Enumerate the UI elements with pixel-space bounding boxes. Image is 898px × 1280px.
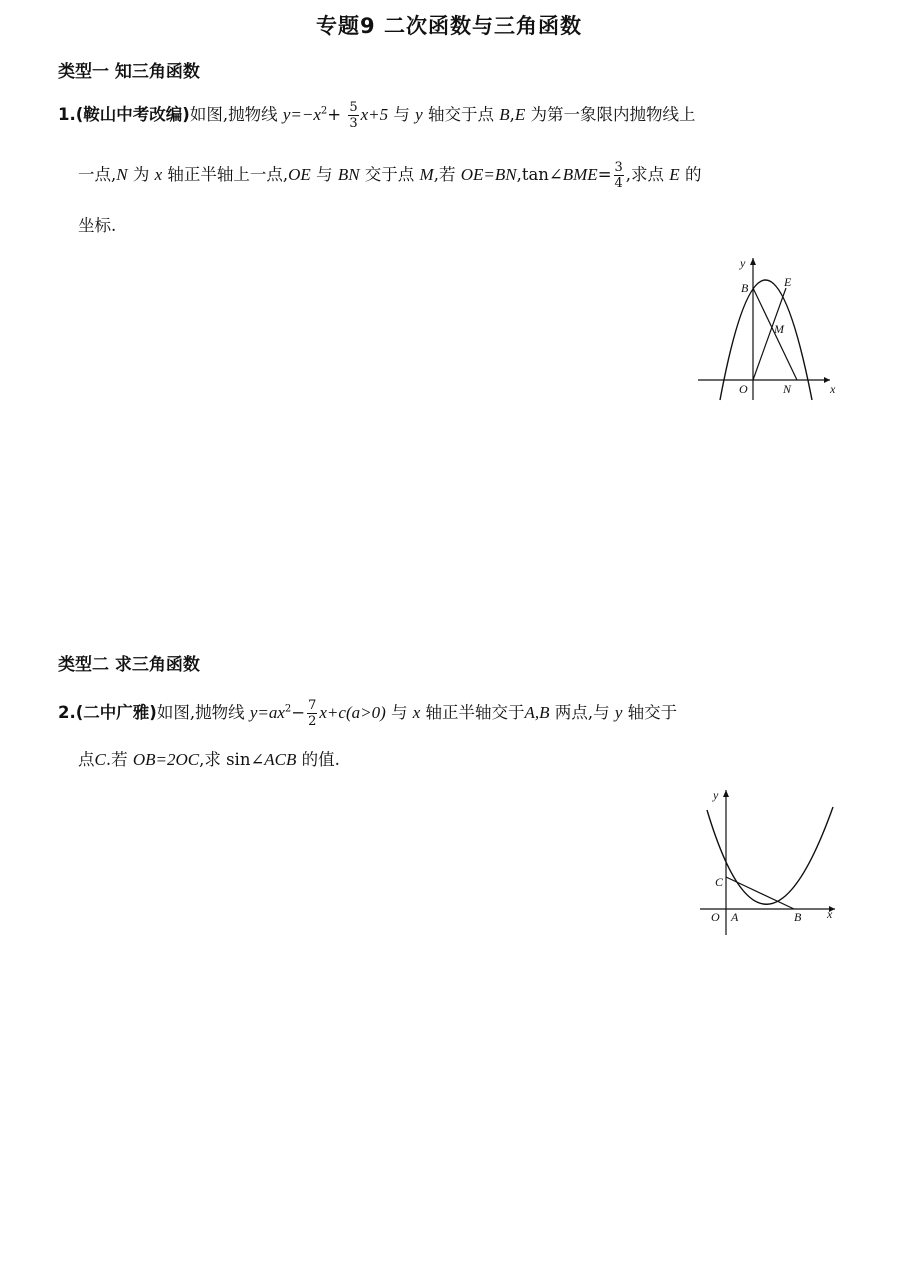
- label-a: A: [731, 910, 739, 924]
- section-heading-2: 类型二 求三角函数: [58, 655, 200, 675]
- label-o: O: [739, 382, 748, 396]
- problem-text: 如图,抛物线: [189, 105, 278, 124]
- figure-1: [690, 250, 840, 410]
- problem-1-line-3: 坐标.: [78, 216, 117, 235]
- equation: x+5: [360, 105, 389, 124]
- label-y: y: [713, 788, 719, 802]
- problem-2-line-2: 点C.若 OB=2OC,求 sin∠ACB 的值.: [78, 750, 340, 769]
- problem-2-line-1: 2.(二中广雅)如图,抛物线 $y=ax^2-$ $\frac{7}{2}$ x+c(a>0) 与 x 轴正半轴交于A,B 两点,与 y 轴交于: [58, 698, 678, 729]
- y-axis-arrow-icon: [723, 790, 729, 797]
- problem-1-line-2: 一点,N 为 x 轴正半轴上一点,OE 与 BN 交于点 M,若 OE=BN,tan∠BME= $\frac{3}{4}$ ,求点 E 的: [78, 160, 702, 191]
- label-b: B: [794, 910, 802, 924]
- label-x: x: [830, 382, 836, 396]
- label-e: E: [784, 275, 792, 289]
- figure-2: [695, 785, 845, 945]
- label-m: M: [774, 322, 784, 336]
- problem-1-line-1: 1.(鞍山中考改编)如图,抛物线 $y=-x^2+$ $\frac{5}{3}$ x+5 与 y 轴交于点 B,E 为第一象限内抛物线上: [58, 100, 696, 131]
- fraction: $\frac{3}{4}$: [614, 160, 623, 191]
- label-b: B: [741, 281, 749, 295]
- fraction: $\frac{7}{2}$: [308, 698, 317, 729]
- problem-source: (鞍山中考改编): [75, 105, 190, 124]
- equation: y=−x: [282, 105, 321, 124]
- page-title: 专题9 二次函数与三角函数: [316, 14, 582, 38]
- label-o: O: [711, 910, 720, 924]
- parabola: [720, 280, 812, 400]
- label-c: C: [715, 875, 724, 889]
- y-axis-arrow-icon: [750, 258, 756, 265]
- fraction: $\frac{5}{3}$: [349, 100, 358, 131]
- label-n: N: [783, 382, 792, 396]
- segment-cb: [726, 877, 794, 909]
- label-x: x: [827, 907, 833, 921]
- equation: +: [327, 105, 342, 124]
- section-heading-1: 类型一 知三角函数: [58, 62, 200, 82]
- label-y: y: [740, 256, 746, 270]
- problem-number: 1.: [58, 105, 76, 124]
